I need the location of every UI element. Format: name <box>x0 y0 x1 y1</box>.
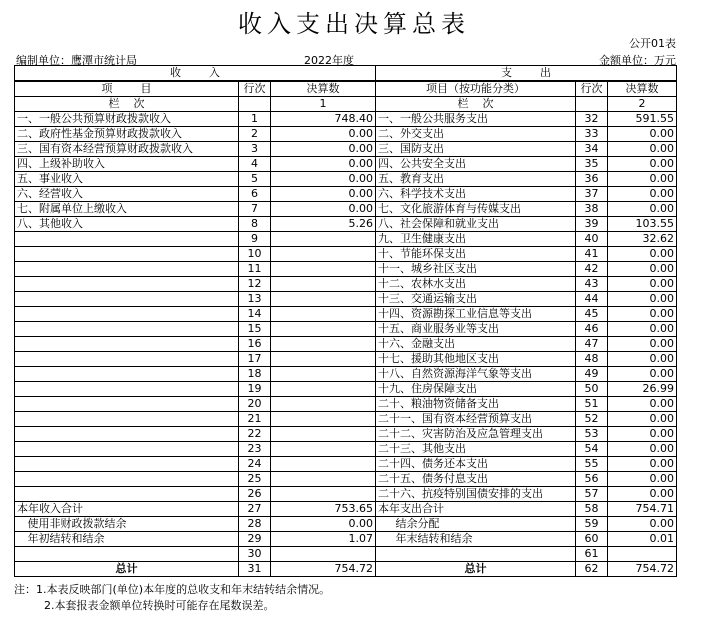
expense-amount: 0.00 <box>608 367 677 382</box>
income-amount <box>271 442 376 457</box>
expense-amount-header: 决算数 <box>608 81 677 97</box>
table-row <box>15 187 677 202</box>
expense-row-number: 39 <box>576 217 608 232</box>
expense-row-number: 33 <box>576 127 608 142</box>
income-amount <box>271 367 376 382</box>
income-item-name <box>15 427 239 442</box>
income-amount <box>271 322 376 337</box>
expense-item-name: 十二、农林水支出 <box>376 277 576 292</box>
income-amount: 0.00 <box>271 172 376 187</box>
expense-amount: 0.00 <box>608 157 677 172</box>
expense-item-name: 九、卫生健康支出 <box>376 232 576 247</box>
expense-amount: 0.00 <box>608 457 677 472</box>
income-amount: 0.00 <box>271 202 376 217</box>
table-row <box>15 157 677 172</box>
income-amount: 1.07 <box>271 532 376 547</box>
expense-amount: 0.00 <box>608 187 677 202</box>
expense-item-name: 十八、自然资源海洋气象等支出 <box>376 367 576 382</box>
income-row-number: 2 <box>239 127 271 142</box>
expense-section-header: 支 出 <box>376 66 677 82</box>
table-row <box>15 127 677 142</box>
expense-row-number: 45 <box>576 307 608 322</box>
expense-item-header: 项目（按功能分类） <box>376 81 576 97</box>
income-row-number: 12 <box>239 277 271 292</box>
page-title: 收入支出决算总表 <box>238 10 470 38</box>
expense-row-number: 54 <box>576 442 608 457</box>
expense-item-name: 五、教育支出 <box>376 172 576 187</box>
section-header-row <box>15 66 677 82</box>
table-row <box>15 262 677 277</box>
income-row-number: 19 <box>239 382 271 397</box>
expense-row-number: 41 <box>576 247 608 262</box>
income-row-number: 23 <box>239 442 271 457</box>
table-row <box>15 352 677 367</box>
income-item-name: 八、其他收入 <box>15 217 239 232</box>
table-row <box>15 142 677 157</box>
income-column-label: 栏 次 <box>15 97 239 112</box>
income-item-name: 四、上级补助收入 <box>15 157 239 172</box>
table-row <box>15 532 677 547</box>
expense-item-name: 二十六、抗疫特别国债安排的支出 <box>376 487 576 502</box>
expense-amount: 0.00 <box>608 397 677 412</box>
expense-row-number: 32 <box>576 112 608 127</box>
expense-amount: 0.00 <box>608 427 677 442</box>
income-item-name <box>15 307 239 322</box>
expense-row-number: 49 <box>576 367 608 382</box>
table-row <box>15 472 677 487</box>
income-amount <box>271 382 376 397</box>
expense-row-number: 53 <box>576 427 608 442</box>
expense-amount: 0.00 <box>608 442 677 457</box>
income-item-name <box>15 382 239 397</box>
table-row <box>15 307 677 322</box>
expense-amount: 0.00 <box>608 127 677 142</box>
income-item-name: 一、一般公共预算财政拨款收入 <box>15 112 239 127</box>
table-row <box>15 337 677 352</box>
income-item-name <box>15 337 239 352</box>
income-row-number: 13 <box>239 292 271 307</box>
expense-row-number: 37 <box>576 187 608 202</box>
income-item-name <box>15 277 239 292</box>
table-row <box>15 367 677 382</box>
expense-amount: 0.00 <box>608 412 677 427</box>
expense-amount: 103.55 <box>608 217 677 232</box>
table-row <box>15 112 677 127</box>
income-row-number: 3 <box>239 142 271 157</box>
expense-item-name: 十一、城乡社区支出 <box>376 262 576 277</box>
expense-item-name: 三、国防支出 <box>376 142 576 157</box>
column-index-row <box>15 97 677 112</box>
income-amount <box>271 397 376 412</box>
expense-item-name: 年末结转和结余 <box>376 532 576 547</box>
expense-column-index: 2 <box>608 97 677 112</box>
income-row-number: 1 <box>239 112 271 127</box>
table-row <box>15 502 677 517</box>
income-row-number: 7 <box>239 202 271 217</box>
table-row <box>15 427 677 442</box>
expense-row-no-header: 行次 <box>576 81 608 97</box>
income-amount <box>271 352 376 367</box>
expense-item-name: 二十二、灾害防治及应急管理支出 <box>376 427 576 442</box>
unit-label: 金额单位：万元 <box>599 54 676 67</box>
table-row <box>15 322 677 337</box>
expense-row-number: 38 <box>576 202 608 217</box>
income-row-number: 29 <box>239 532 271 547</box>
expense-row-number: 61 <box>576 547 608 562</box>
expense-row-number: 34 <box>576 142 608 157</box>
income-amount <box>271 247 376 262</box>
table-row <box>15 487 677 502</box>
income-amount-header: 决算数 <box>271 81 376 97</box>
expense-amount: 0.00 <box>608 262 677 277</box>
expense-row-number: 50 <box>576 382 608 397</box>
expense-row-number: 44 <box>576 292 608 307</box>
income-row-number: 25 <box>239 472 271 487</box>
income-amount: 753.65 <box>271 502 376 517</box>
income-item-name: 年初结转和结余 <box>15 532 239 547</box>
table-row <box>15 457 677 472</box>
expense-row-number: 56 <box>576 472 608 487</box>
expense-row-number: 51 <box>576 397 608 412</box>
income-row-number: 24 <box>239 457 271 472</box>
table-row <box>15 217 677 232</box>
expense-amount: 0.00 <box>608 517 677 532</box>
income-row-number: 18 <box>239 367 271 382</box>
income-item-name: 五、事业收入 <box>15 172 239 187</box>
org-label: 编制单位：鹰潭市统计局 <box>16 54 137 67</box>
table-row <box>15 382 677 397</box>
expense-amount: 32.62 <box>608 232 677 247</box>
income-amount: 748.40 <box>271 112 376 127</box>
income-row-number: 21 <box>239 412 271 427</box>
income-amount <box>271 292 376 307</box>
income-row-no-header: 行次 <box>239 81 271 97</box>
income-item-name: 六、经营收入 <box>15 187 239 202</box>
table-row <box>15 277 677 292</box>
income-row-number: 14 <box>239 307 271 322</box>
table-row <box>15 232 677 247</box>
income-column-blank <box>239 97 271 112</box>
expense-item-name: 十六、金融支出 <box>376 337 576 352</box>
expense-row-number: 55 <box>576 457 608 472</box>
expense-item-name: 二十四、债务还本支出 <box>376 457 576 472</box>
income-item-header: 项 目 <box>15 81 239 97</box>
expense-item-name: 结余分配 <box>376 517 576 532</box>
income-amount <box>271 307 376 322</box>
expense-amount: 0.00 <box>608 142 677 157</box>
income-row-number: 27 <box>239 502 271 517</box>
expense-amount: 0.00 <box>608 247 677 262</box>
expense-item-name: 八、社会保障和就业支出 <box>376 217 576 232</box>
income-item-name <box>15 292 239 307</box>
income-amount: 0.00 <box>271 157 376 172</box>
expense-amount: 0.00 <box>608 172 677 187</box>
table-row <box>15 172 677 187</box>
income-item-name <box>15 442 239 457</box>
expense-row-number: 46 <box>576 322 608 337</box>
expense-item-name <box>376 547 576 562</box>
footnote-1: 注：1.本表反映部门(单位)本年度的总收支和年末结转结余情况。 <box>14 583 331 596</box>
income-row-number: 30 <box>239 547 271 562</box>
income-item-name <box>15 247 239 262</box>
income-row-number: 31 <box>239 562 271 577</box>
income-amount <box>271 262 376 277</box>
expense-row-number: 60 <box>576 532 608 547</box>
footnotes <box>14 582 330 614</box>
income-item-name <box>15 547 239 562</box>
income-item-name <box>15 367 239 382</box>
expense-amount: 0.01 <box>608 532 677 547</box>
income-amount: 0.00 <box>271 127 376 142</box>
expense-item-name: 七、文化旅游体育与传媒支出 <box>376 202 576 217</box>
expense-item-name: 二十五、债务付息支出 <box>376 472 576 487</box>
expense-amount: 0.00 <box>608 292 677 307</box>
income-row-number: 5 <box>239 172 271 187</box>
expense-item-name: 总计 <box>376 562 576 577</box>
expense-amount: 754.71 <box>608 502 677 517</box>
income-amount <box>271 457 376 472</box>
table-row <box>15 562 677 577</box>
income-item-name: 本年收入合计 <box>15 502 239 517</box>
expense-row-number: 36 <box>576 172 608 187</box>
summary-table <box>14 65 677 577</box>
expense-column-label: 栏 次 <box>376 97 576 112</box>
income-column-index: 1 <box>271 97 376 112</box>
form-code: 公开01表 <box>629 37 676 50</box>
expense-item-name: 四、公共安全支出 <box>376 157 576 172</box>
income-item-name: 七、附属单位上缴收入 <box>15 202 239 217</box>
expense-item-name: 十九、住房保障支出 <box>376 382 576 397</box>
table-row <box>15 547 677 562</box>
income-row-number: 15 <box>239 322 271 337</box>
expense-row-number: 58 <box>576 502 608 517</box>
income-row-number: 16 <box>239 337 271 352</box>
expense-column-blank <box>576 97 608 112</box>
income-item-name <box>15 472 239 487</box>
income-row-number: 9 <box>239 232 271 247</box>
income-item-name: 使用非财政拨款结余 <box>15 517 239 532</box>
expense-amount: 0.00 <box>608 487 677 502</box>
income-row-number: 28 <box>239 517 271 532</box>
table-row <box>15 292 677 307</box>
income-item-name <box>15 397 239 412</box>
expense-item-name: 十三、交通运输支出 <box>376 292 576 307</box>
expense-amount: 754.72 <box>608 562 677 577</box>
income-row-number: 26 <box>239 487 271 502</box>
footnote-2: 2.本套报表金额单位转换时可能存在尾数误差。 <box>44 599 275 612</box>
table-row <box>15 442 677 457</box>
table-row <box>15 247 677 262</box>
column-header-row <box>15 81 677 97</box>
expense-item-name: 二十三、其他支出 <box>376 442 576 457</box>
table-row <box>15 397 677 412</box>
expense-amount: 0.00 <box>608 277 677 292</box>
income-item-name <box>15 262 239 277</box>
expense-amount: 0.00 <box>608 337 677 352</box>
income-row-number: 11 <box>239 262 271 277</box>
expense-row-number: 43 <box>576 277 608 292</box>
expense-item-name: 本年支出合计 <box>376 502 576 517</box>
expense-row-number: 59 <box>576 517 608 532</box>
income-amount: 0.00 <box>271 187 376 202</box>
income-amount: 754.72 <box>271 562 376 577</box>
expense-amount <box>608 547 677 562</box>
table-row <box>15 412 677 427</box>
table-row <box>15 202 677 217</box>
income-item-name <box>15 232 239 247</box>
expense-amount: 26.99 <box>608 382 677 397</box>
income-amount <box>271 487 376 502</box>
expense-amount: 591.55 <box>608 112 677 127</box>
income-item-name: 总计 <box>15 562 239 577</box>
expense-row-number: 40 <box>576 232 608 247</box>
income-item-name <box>15 487 239 502</box>
expense-item-name: 十、节能环保支出 <box>376 247 576 262</box>
expense-amount: 0.00 <box>608 352 677 367</box>
income-amount <box>271 232 376 247</box>
income-item-name: 三、国有资本经营预算财政拨款收入 <box>15 142 239 157</box>
expense-item-name: 二、外交支出 <box>376 127 576 142</box>
income-section-header: 收 入 <box>15 66 376 82</box>
income-row-number: 22 <box>239 427 271 442</box>
expense-amount: 0.00 <box>608 322 677 337</box>
expense-item-name: 六、科学技术支出 <box>376 187 576 202</box>
expense-item-name: 十四、资源勘探工业信息等支出 <box>376 307 576 322</box>
expense-row-number: 52 <box>576 412 608 427</box>
expense-row-number: 42 <box>576 262 608 277</box>
expense-row-number: 35 <box>576 157 608 172</box>
income-amount <box>271 427 376 442</box>
expense-item-name: 二十、粮油物资储备支出 <box>376 397 576 412</box>
expense-amount: 0.00 <box>608 472 677 487</box>
expense-item-name: 十五、商业服务业等支出 <box>376 322 576 337</box>
expense-amount: 0.00 <box>608 202 677 217</box>
income-amount <box>271 547 376 562</box>
expense-item-name: 十七、援助其他地区支出 <box>376 352 576 367</box>
income-row-number: 10 <box>239 247 271 262</box>
report-year: 2022年度 <box>304 54 354 67</box>
income-amount <box>271 337 376 352</box>
report-meta <box>14 52 676 66</box>
expense-row-number: 57 <box>576 487 608 502</box>
income-amount: 0.00 <box>271 517 376 532</box>
income-item-name: 二、政府性基金预算财政拨款收入 <box>15 127 239 142</box>
expense-row-number: 48 <box>576 352 608 367</box>
income-row-number: 4 <box>239 157 271 172</box>
income-amount <box>271 277 376 292</box>
income-amount: 5.26 <box>271 217 376 232</box>
income-item-name <box>15 352 239 367</box>
income-item-name <box>15 412 239 427</box>
table-row <box>15 517 677 532</box>
expense-row-number: 62 <box>576 562 608 577</box>
income-amount <box>271 472 376 487</box>
expense-amount: 0.00 <box>608 307 677 322</box>
income-row-number: 8 <box>239 217 271 232</box>
income-row-number: 6 <box>239 187 271 202</box>
income-amount: 0.00 <box>271 142 376 157</box>
income-amount <box>271 412 376 427</box>
expense-item-name: 二十一、国有资本经营预算支出 <box>376 412 576 427</box>
income-row-number: 20 <box>239 397 271 412</box>
expense-row-number: 47 <box>576 337 608 352</box>
income-item-name <box>15 457 239 472</box>
income-row-number: 17 <box>239 352 271 367</box>
expense-item-name: 一、一般公共服务支出 <box>376 112 576 127</box>
income-item-name <box>15 322 239 337</box>
